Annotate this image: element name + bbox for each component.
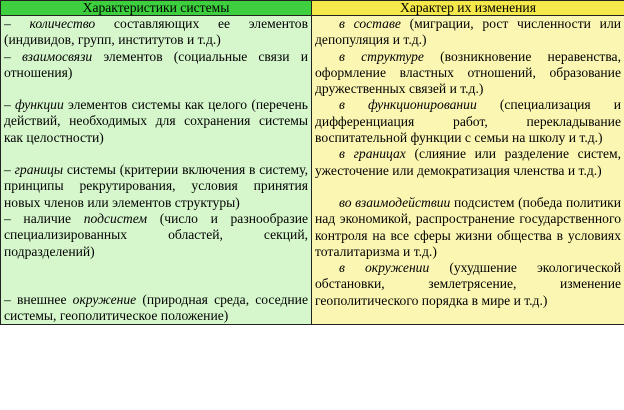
item-term: функции bbox=[15, 97, 64, 113]
item-text: элементов системы как целого (перечень действий, необходимых для сохранения системы как целостности) bbox=[4, 97, 308, 145]
item-text: (миграции, рост численности или депопуляция и т.д.) bbox=[315, 16, 622, 48]
list-item bbox=[315, 97, 621, 146]
table-body-row bbox=[1, 16, 624, 325]
item-term: в окружении bbox=[339, 260, 430, 276]
changes-cell bbox=[312, 16, 624, 325]
item-prefix: – bbox=[4, 48, 22, 64]
item-term: в функционировании bbox=[339, 97, 477, 113]
list-item bbox=[315, 146, 621, 179]
item-text: (природная среда, соседние системы, геополитическое положение) bbox=[4, 291, 308, 324]
item-text: (специализация и дифференциация работ, перекладывание воспитательной функции с семьи на школу и т.д.) bbox=[315, 97, 621, 146]
list-item bbox=[4, 292, 308, 325]
header-changes: Характер их изменения bbox=[312, 1, 624, 16]
item-prefix: – bbox=[4, 16, 30, 31]
item-prefix: – bbox=[4, 162, 15, 178]
item-text: подсистем (победа политики над экономикой, распространение государственного контроля на все сферы жизни общества в условиях тоталитаризма и т.д.) bbox=[315, 194, 621, 259]
list-item bbox=[315, 260, 621, 309]
list-item bbox=[4, 49, 308, 82]
list-item bbox=[4, 97, 308, 146]
item-prefix: – наличие bbox=[4, 210, 84, 226]
item-term: взаимосвязи bbox=[21, 48, 93, 64]
item-text: системы (критерии включения в систему, принципы рекрутирования, условия принятия новых членов или элементов структуры) bbox=[4, 162, 308, 210]
item-term: границы bbox=[14, 162, 64, 178]
item-term: в границах bbox=[339, 146, 406, 162]
table-header-row bbox=[1, 1, 624, 16]
list-item bbox=[315, 49, 621, 98]
item-prefix: – bbox=[4, 97, 16, 113]
list-item bbox=[4, 16, 308, 49]
item-text: (слияние или разделение систем, ужесточение или демократизация членства и т.д.) bbox=[315, 146, 621, 178]
item-text: (число и разнообразие специализированных областей, секций, подразделений) bbox=[4, 210, 309, 259]
item-term: в составе bbox=[339, 16, 401, 31]
characteristics-cell bbox=[1, 16, 312, 325]
item-term: подсистем bbox=[83, 210, 148, 226]
header-characteristics: Характеристики системы bbox=[1, 1, 312, 16]
item-term: количество bbox=[29, 16, 96, 31]
item-prefix: – внешнее bbox=[4, 291, 73, 307]
list-item bbox=[315, 195, 621, 260]
item-term: в структуре bbox=[339, 48, 424, 64]
item-text: (возникновение неравенства, оформление властных отношений, образование дружественных связей и т.д.) bbox=[315, 48, 621, 97]
list-item bbox=[4, 162, 308, 211]
item-text: элементов (социальные связи и отношения) bbox=[4, 48, 308, 80]
list-item bbox=[4, 211, 308, 260]
item-text: (ухудшение экологической обстановки, землетрясение, изменение геополитического порядка в мире и т.д.) bbox=[315, 260, 621, 308]
item-term: во взаимодействии bbox=[339, 194, 451, 210]
list-item bbox=[315, 16, 621, 49]
item-term: окружение bbox=[72, 291, 137, 307]
item-text: составляющих ее элементов (индивидов, групп, институтов и т.д.) bbox=[4, 16, 308, 48]
